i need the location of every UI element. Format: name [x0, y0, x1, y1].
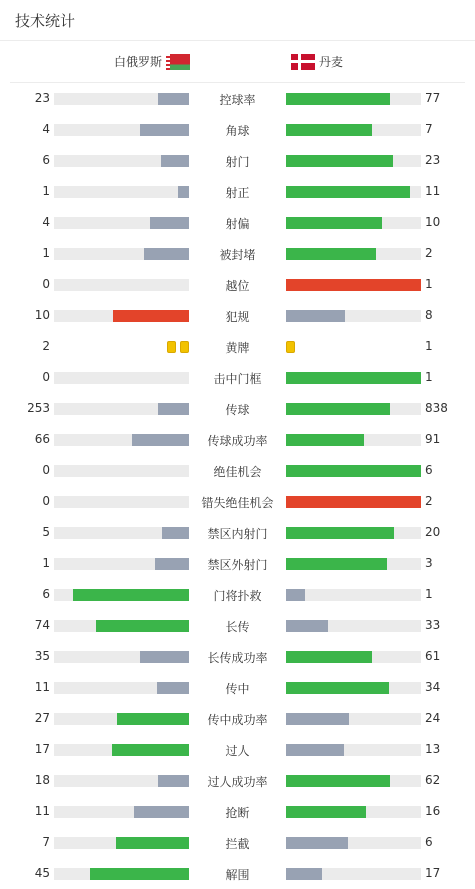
- away-bar-fill: [286, 217, 382, 229]
- stat-label: 过人成功率: [207, 775, 268, 789]
- away-value: 16: [425, 804, 441, 818]
- stat-row: [0, 486, 475, 517]
- home-value: 17: [34, 742, 50, 756]
- stat-label: 击中门框: [213, 372, 262, 386]
- away-bar-fill: [286, 713, 349, 725]
- home-value: 0: [42, 494, 50, 508]
- home-team-name: 白俄罗斯: [114, 55, 163, 69]
- away-bar-fill: [286, 186, 410, 198]
- home-bar-fill: [144, 248, 189, 260]
- stat-row: [0, 858, 475, 889]
- belarus-flag-icon: [166, 54, 190, 70]
- away-bar-track: [286, 155, 421, 167]
- home-bar-fill: [112, 744, 189, 756]
- away-value: 2: [425, 246, 433, 260]
- home-bar-track: [54, 434, 189, 446]
- stat-label: 传球成功率: [207, 434, 268, 448]
- stat-label: 禁区外射门: [207, 558, 268, 572]
- denmark-flag-icon: [291, 54, 315, 70]
- home-bar-track: [54, 124, 189, 136]
- away-bar-fill: [286, 279, 421, 291]
- away-value: 8: [425, 308, 433, 322]
- home-value: 45: [34, 866, 50, 880]
- away-bar-fill: [286, 837, 348, 849]
- stat-row: [0, 269, 475, 300]
- stat-label: 传球: [225, 403, 250, 417]
- stat-label: 射正: [225, 186, 250, 200]
- away-bar-fill: [286, 93, 390, 105]
- stat-row: [0, 207, 475, 238]
- home-bar-fill: [157, 682, 189, 694]
- away-bar-track: [286, 620, 421, 632]
- stat-row: [0, 331, 475, 362]
- stat-row: [0, 83, 475, 114]
- away-bar-track: [286, 465, 421, 477]
- home-bar-track: [54, 837, 189, 849]
- home-bar-fill: [158, 403, 189, 415]
- away-bar-track: [286, 527, 421, 539]
- away-bar-track: [286, 279, 421, 291]
- home-team: [114, 53, 190, 70]
- away-bar-track: [286, 310, 421, 322]
- stat-row: [0, 176, 475, 207]
- home-value: 10: [34, 308, 50, 322]
- away-value: 17: [425, 866, 441, 880]
- stat-row: [0, 765, 475, 796]
- home-bar-fill: [116, 837, 189, 849]
- away-value: 1: [425, 277, 433, 291]
- home-bar-fill: [158, 93, 189, 105]
- away-value: 23: [425, 153, 441, 167]
- away-bar-track: [286, 837, 421, 849]
- away-value: 1: [425, 339, 433, 353]
- away-bar-fill: [286, 372, 421, 384]
- home-bar-fill: [117, 713, 189, 725]
- home-bar-track: [54, 589, 189, 601]
- away-bar-fill: [286, 620, 328, 632]
- yellow-card-icon: [167, 341, 176, 353]
- home-value: 27: [34, 711, 50, 725]
- away-value: 10: [425, 215, 441, 229]
- stat-row: [0, 703, 475, 734]
- stat-label: 控球率: [219, 93, 256, 107]
- away-bar-track: [286, 434, 421, 446]
- away-bar-track: [286, 713, 421, 725]
- stat-label: 抢断: [225, 806, 250, 820]
- away-bar-fill: [286, 868, 322, 880]
- page-title: 技术统计: [15, 11, 76, 30]
- home-value: 11: [34, 680, 50, 694]
- away-bar-track: [286, 248, 421, 260]
- away-value: 11: [425, 184, 441, 198]
- home-bar-fill: [178, 186, 189, 198]
- away-value: 34: [425, 680, 441, 694]
- away-value: 6: [425, 835, 433, 849]
- home-bar-fill: [155, 558, 189, 570]
- home-value: 4: [42, 215, 50, 229]
- away-bar-fill: [286, 496, 421, 508]
- away-team-name: 丹麦: [319, 55, 344, 69]
- home-value: 6: [42, 153, 50, 167]
- teams-header: [10, 41, 465, 83]
- stat-label: 过人: [225, 744, 250, 758]
- home-bar-track: [54, 186, 189, 198]
- stat-label: 射门: [225, 155, 250, 169]
- away-bar-track: [286, 372, 421, 384]
- away-bar-fill: [286, 310, 345, 322]
- away-bar-fill: [286, 682, 389, 694]
- stat-label: 黄牌: [225, 341, 250, 355]
- home-bar-track: [54, 558, 189, 570]
- away-bar-track: [286, 403, 421, 415]
- home-bar-fill: [158, 775, 189, 787]
- home-value: 5: [42, 525, 50, 539]
- away-value: 1: [425, 370, 433, 384]
- stat-row: [0, 145, 475, 176]
- away-bar-track: [286, 124, 421, 136]
- stat-row: [0, 114, 475, 145]
- stat-row: [0, 517, 475, 548]
- home-bar-fill: [132, 434, 189, 446]
- away-bar-fill: [286, 155, 393, 167]
- home-bar-track: [54, 310, 189, 322]
- away-value: 3: [425, 556, 433, 570]
- away-value: 61: [425, 649, 441, 663]
- home-bar-track: [54, 620, 189, 632]
- away-bar-fill: [286, 434, 364, 446]
- stat-row: [0, 424, 475, 455]
- home-yellow-cards: [167, 341, 189, 353]
- home-value: 1: [42, 184, 50, 198]
- home-value: 6: [42, 587, 50, 601]
- home-bar-track: [54, 744, 189, 756]
- stat-row: [0, 362, 475, 393]
- home-bar-fill: [134, 806, 189, 818]
- away-value: 24: [425, 711, 441, 725]
- home-bar-track: [54, 775, 189, 787]
- home-bar-track: [54, 465, 189, 477]
- home-bar-track: [54, 217, 189, 229]
- home-bar-track: [54, 93, 189, 105]
- stat-row: [0, 641, 475, 672]
- home-bar-fill: [113, 310, 189, 322]
- home-bar-track: [54, 806, 189, 818]
- away-team: [291, 53, 343, 70]
- home-bar-track: [54, 682, 189, 694]
- stat-row: [0, 548, 475, 579]
- home-bar-fill: [150, 217, 189, 229]
- home-bar-track: [54, 527, 189, 539]
- away-bar-fill: [286, 589, 305, 601]
- away-bar-fill: [286, 124, 372, 136]
- away-bar-track: [286, 186, 421, 198]
- home-value: 23: [34, 91, 50, 105]
- stat-row: [0, 796, 475, 827]
- home-bar-fill: [73, 589, 189, 601]
- away-value: 13: [425, 742, 441, 756]
- home-value: 0: [42, 463, 50, 477]
- home-bar-track: [54, 403, 189, 415]
- away-bar-track: [286, 558, 421, 570]
- away-value: 20: [425, 525, 441, 539]
- stat-label: 门将扑救: [213, 589, 262, 603]
- stat-label: 长传成功率: [207, 651, 268, 665]
- home-value: 66: [34, 432, 50, 446]
- stat-label: 解围: [225, 868, 250, 882]
- stat-label: 拦截: [225, 837, 250, 851]
- away-value: 7: [425, 122, 433, 136]
- home-bar-track: [54, 496, 189, 508]
- home-bar-track: [54, 279, 189, 291]
- home-value: 7: [42, 835, 50, 849]
- away-bar-track: [286, 775, 421, 787]
- home-bar-fill: [96, 620, 189, 632]
- home-bar-track: [54, 651, 189, 663]
- home-value: 2: [42, 339, 50, 353]
- stat-row: [0, 455, 475, 486]
- away-bar-track: [286, 651, 421, 663]
- away-value: 91: [425, 432, 441, 446]
- away-bar-fill: [286, 527, 394, 539]
- away-bar-fill: [286, 248, 376, 260]
- stat-row: [0, 238, 475, 269]
- stat-label: 禁区内射门: [207, 527, 268, 541]
- header: [0, 0, 475, 41]
- home-bar-fill: [161, 155, 189, 167]
- stat-label: 传中: [225, 682, 250, 696]
- home-value: 4: [42, 122, 50, 136]
- away-bar-fill: [286, 403, 390, 415]
- stats-list: [0, 83, 475, 889]
- away-value: 2: [425, 494, 433, 508]
- stat-label: 绝佳机会: [213, 465, 262, 479]
- stat-label: 错失绝佳机会: [201, 496, 274, 510]
- home-value: 74: [34, 618, 50, 632]
- stat-label: 长传: [225, 620, 250, 634]
- away-bar-track: [286, 682, 421, 694]
- away-bar-fill: [286, 465, 421, 477]
- home-value: 0: [42, 277, 50, 291]
- home-value: 18: [34, 773, 50, 787]
- stat-label: 传中成功率: [207, 713, 268, 727]
- home-value: 11: [34, 804, 50, 818]
- stat-label: 射偏: [225, 217, 250, 231]
- away-bar-track: [286, 93, 421, 105]
- away-value: 1: [425, 587, 433, 601]
- yellow-card-icon: [180, 341, 189, 353]
- home-bar-track: [54, 248, 189, 260]
- away-bar-fill: [286, 775, 390, 787]
- away-bar-fill: [286, 651, 372, 663]
- away-bar-fill: [286, 558, 387, 570]
- stat-row: [0, 393, 475, 424]
- away-value: 33: [425, 618, 441, 632]
- away-yellow-cards: [286, 341, 295, 353]
- stat-row: [0, 827, 475, 858]
- home-bar-fill: [140, 651, 189, 663]
- away-value: 6: [425, 463, 433, 477]
- away-bar-track: [286, 744, 421, 756]
- home-value: 1: [42, 556, 50, 570]
- home-value: 253: [27, 401, 50, 415]
- away-value: 77: [425, 91, 441, 105]
- home-value: 1: [42, 246, 50, 260]
- away-value: 62: [425, 773, 441, 787]
- stat-label: 被封堵: [219, 248, 256, 262]
- home-bar-track: [54, 155, 189, 167]
- home-bar-fill: [90, 868, 189, 880]
- home-value: 0: [42, 370, 50, 384]
- home-bar-fill: [140, 124, 189, 136]
- away-bar-track: [286, 589, 421, 601]
- yellow-card-icon: [286, 341, 295, 353]
- home-bar-fill: [162, 527, 189, 539]
- stat-row: [0, 579, 475, 610]
- away-bar-fill: [286, 744, 344, 756]
- home-bar-track: [54, 868, 189, 880]
- home-bar-track: [54, 372, 189, 384]
- stat-label: 犯规: [225, 310, 250, 324]
- stat-label: 越位: [225, 279, 250, 293]
- home-bar-track: [54, 713, 189, 725]
- away-bar-track: [286, 868, 421, 880]
- away-bar-fill: [286, 806, 366, 818]
- away-bar-track: [286, 806, 421, 818]
- away-value: 838: [425, 401, 448, 415]
- stat-row: [0, 300, 475, 331]
- away-bar-track: [286, 496, 421, 508]
- home-value: 35: [34, 649, 50, 663]
- away-bar-track: [286, 217, 421, 229]
- stat-row: [0, 672, 475, 703]
- stat-row: [0, 610, 475, 641]
- stat-label: 角球: [225, 124, 250, 138]
- stat-row: [0, 734, 475, 765]
